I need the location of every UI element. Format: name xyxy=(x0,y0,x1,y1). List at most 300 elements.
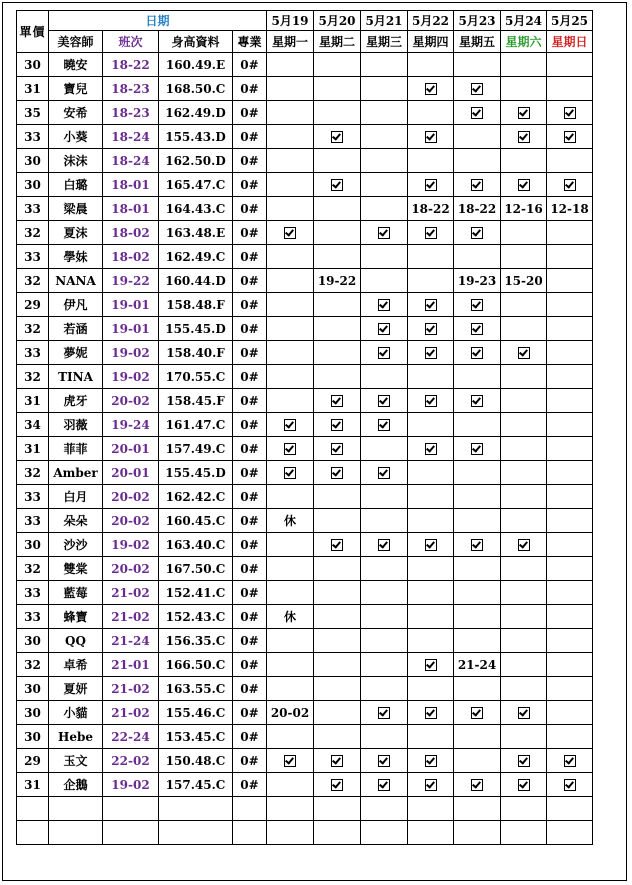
schedule-table xyxy=(16,10,593,845)
checkbox-icon xyxy=(425,323,437,335)
blank-cell xyxy=(233,797,267,821)
schedule-cell xyxy=(501,149,547,173)
weekday-header: 星期日 xyxy=(547,31,593,53)
price-cell: 30 xyxy=(17,533,49,557)
schedule-cell xyxy=(267,101,314,125)
stylist-name: 若涵 xyxy=(49,317,103,341)
price-cell: 33 xyxy=(17,485,49,509)
schedule-cell xyxy=(454,461,501,485)
blank-row xyxy=(17,821,593,845)
schedule-cell xyxy=(501,581,547,605)
table-row xyxy=(17,533,593,557)
schedule-cell xyxy=(361,461,408,485)
checkbox-icon xyxy=(425,227,437,239)
checkbox-icon xyxy=(564,179,576,191)
checkbox-icon xyxy=(378,347,390,359)
price-cell: 33 xyxy=(17,125,49,149)
table-row xyxy=(17,197,593,221)
schedule-cell xyxy=(408,101,454,125)
class-cell: 21-02 xyxy=(103,605,159,629)
price-cell: 29 xyxy=(17,293,49,317)
schedule-cell xyxy=(267,629,314,653)
stylist-name: Amber xyxy=(49,461,103,485)
pro-cell: 0# xyxy=(233,461,267,485)
stylist-name: 玉文 xyxy=(49,749,103,773)
pro-cell: 0# xyxy=(233,221,267,245)
price-cell: 30 xyxy=(17,677,49,701)
pro-cell: 0# xyxy=(233,605,267,629)
class-cell: 21-02 xyxy=(103,701,159,725)
measurements-cell: 158.45.F xyxy=(159,389,233,413)
price-cell: 32 xyxy=(17,461,49,485)
schedule-cell xyxy=(361,101,408,125)
class-cell: 19-22 xyxy=(103,269,159,293)
schedule-cell xyxy=(501,101,547,125)
schedule-cell xyxy=(547,749,593,773)
measurements-cell: 162.50.D xyxy=(159,149,233,173)
schedule-cell xyxy=(314,221,361,245)
stylist-name: 卓希 xyxy=(49,653,103,677)
checkbox-icon xyxy=(471,107,483,119)
schedule-cell xyxy=(501,773,547,797)
pro-cell: 0# xyxy=(233,437,267,461)
measurements-cell: 160.44.D xyxy=(159,269,233,293)
schedule-cell xyxy=(547,389,593,413)
schedule-cell xyxy=(361,773,408,797)
table-row xyxy=(17,149,593,173)
price-cell: 31 xyxy=(17,773,49,797)
schedule-cell xyxy=(361,317,408,341)
checkbox-icon xyxy=(378,323,390,335)
price-cell: 35 xyxy=(17,101,49,125)
table-row xyxy=(17,77,593,101)
price-cell: 32 xyxy=(17,365,49,389)
pro-cell: 0# xyxy=(233,245,267,269)
price-cell: 33 xyxy=(17,509,49,533)
schedule-cell xyxy=(314,605,361,629)
schedule-cell xyxy=(408,269,454,293)
class-cell: 20-02 xyxy=(103,557,159,581)
class-cell: 22-02 xyxy=(103,749,159,773)
schedule-cell: 12-16 xyxy=(501,197,547,221)
table-row xyxy=(17,245,593,269)
class-cell: 19-01 xyxy=(103,293,159,317)
stylist-name: 夏沫 xyxy=(49,221,103,245)
schedule-cell xyxy=(267,725,314,749)
table-row xyxy=(17,341,593,365)
schedule-cell xyxy=(408,557,454,581)
schedule-cell xyxy=(361,581,408,605)
class-cell: 21-24 xyxy=(103,629,159,653)
schedule-cell xyxy=(361,389,408,413)
schedule-cell xyxy=(547,701,593,725)
class-cell: 22-24 xyxy=(103,725,159,749)
blank-cell xyxy=(547,797,593,821)
blank-cell xyxy=(361,821,408,845)
checkbox-icon xyxy=(471,779,483,791)
stylist-name: 安希 xyxy=(49,101,103,125)
blank-cell xyxy=(103,797,159,821)
schedule-cell xyxy=(408,701,454,725)
schedule-cell xyxy=(547,221,593,245)
stylist-name: 小貓 xyxy=(49,701,103,725)
table-row xyxy=(17,581,593,605)
schedule-cell xyxy=(501,341,547,365)
checkbox-icon xyxy=(378,467,390,479)
weekday-header: 星期二 xyxy=(314,31,361,53)
schedule-cell xyxy=(454,749,501,773)
schedule-cell xyxy=(314,773,361,797)
schedule-cell xyxy=(267,749,314,773)
schedule-cell xyxy=(501,77,547,101)
stylist-name: 朵朵 xyxy=(49,509,103,533)
blank-cell xyxy=(408,797,454,821)
table-row xyxy=(17,317,593,341)
schedule-cell: 12-18 xyxy=(547,197,593,221)
schedule-cell xyxy=(267,677,314,701)
schedule-cell xyxy=(454,245,501,269)
class-cell: 19-02 xyxy=(103,341,159,365)
class-cell: 21-02 xyxy=(103,677,159,701)
schedule-cell xyxy=(361,149,408,173)
checkbox-icon xyxy=(518,539,530,551)
schedule-cell xyxy=(314,197,361,221)
schedule-cell xyxy=(454,53,501,77)
blank-cell xyxy=(454,821,501,845)
checkbox-icon xyxy=(425,443,437,455)
pro-header: 專業 xyxy=(233,31,267,53)
schedule-cell xyxy=(547,173,593,197)
checkbox-icon xyxy=(284,467,296,479)
price-cell: 31 xyxy=(17,437,49,461)
schedule-cell xyxy=(361,173,408,197)
table-row xyxy=(17,389,593,413)
schedule-cell: 19-23 xyxy=(454,269,501,293)
pro-cell: 0# xyxy=(233,101,267,125)
class-cell: 21-01 xyxy=(103,653,159,677)
schedule-cell xyxy=(547,317,593,341)
checkbox-icon xyxy=(471,299,483,311)
schedule-cell xyxy=(547,365,593,389)
schedule-cell xyxy=(314,677,361,701)
checkbox-icon xyxy=(518,707,530,719)
table-row xyxy=(17,365,593,389)
price-cell: 30 xyxy=(17,629,49,653)
blank-cell xyxy=(49,797,103,821)
schedule-cell xyxy=(547,413,593,437)
blank-cell xyxy=(49,821,103,845)
measurements-cell: 160.45.C xyxy=(159,509,233,533)
checkbox-icon xyxy=(518,131,530,143)
schedule-cell xyxy=(501,509,547,533)
schedule-cell xyxy=(501,221,547,245)
schedule-cell xyxy=(267,581,314,605)
schedule-cell xyxy=(501,365,547,389)
schedule-cell xyxy=(267,557,314,581)
stylist-name: 虎牙 xyxy=(49,389,103,413)
stylist-name: 企鵝 xyxy=(49,773,103,797)
schedule-cell xyxy=(314,101,361,125)
checkbox-icon xyxy=(425,539,437,551)
measurements-cell: 163.48.E xyxy=(159,221,233,245)
blank-cell xyxy=(103,821,159,845)
stylist-name: 蜂寶 xyxy=(49,605,103,629)
checkbox-icon xyxy=(284,419,296,431)
schedule-cell xyxy=(361,77,408,101)
class-cell: 18-02 xyxy=(103,245,159,269)
blank-cell xyxy=(314,821,361,845)
schedule-cell xyxy=(501,125,547,149)
schedule-cell xyxy=(314,317,361,341)
schedule-cell xyxy=(267,341,314,365)
stylist-name: 夢妮 xyxy=(49,341,103,365)
checkbox-icon xyxy=(518,779,530,791)
schedule-cell xyxy=(547,677,593,701)
schedule-cell xyxy=(267,317,314,341)
schedule-cell xyxy=(314,485,361,509)
schedule-cell xyxy=(408,149,454,173)
schedule-cell xyxy=(408,341,454,365)
schedule-cell xyxy=(547,461,593,485)
table-row xyxy=(17,173,593,197)
schedule-cell xyxy=(361,749,408,773)
class-cell: 19-02 xyxy=(103,533,159,557)
schedule-cell xyxy=(361,293,408,317)
checkbox-icon xyxy=(378,779,390,791)
schedule-cell xyxy=(408,365,454,389)
measurements-cell: 160.49.E xyxy=(159,53,233,77)
pro-cell: 0# xyxy=(233,485,267,509)
checkbox-icon xyxy=(564,779,576,791)
price-cell: 30 xyxy=(17,53,49,77)
price-cell: 32 xyxy=(17,653,49,677)
schedule-cell xyxy=(314,581,361,605)
schedule-cell xyxy=(547,773,593,797)
checkbox-icon xyxy=(471,539,483,551)
stylist-name: QQ xyxy=(49,629,103,653)
schedule-cell xyxy=(314,749,361,773)
schedule-cell xyxy=(361,533,408,557)
schedule-cell xyxy=(547,725,593,749)
weekday-header: 星期五 xyxy=(454,31,501,53)
table-row xyxy=(17,653,593,677)
pro-cell: 0# xyxy=(233,701,267,725)
table-row xyxy=(17,557,593,581)
schedule-cell xyxy=(408,725,454,749)
schedule-cell xyxy=(314,653,361,677)
pro-cell: 0# xyxy=(233,389,267,413)
schedule-cell: 休 xyxy=(267,509,314,533)
stylist-header: 美容師 xyxy=(49,31,103,53)
table-row xyxy=(17,293,593,317)
schedule-cell xyxy=(501,557,547,581)
schedule-cell xyxy=(501,293,547,317)
price-header: 單價 xyxy=(17,11,49,53)
schedule-cell xyxy=(501,53,547,77)
table-row xyxy=(17,605,593,629)
schedule-cell xyxy=(361,365,408,389)
table-row xyxy=(17,509,593,533)
checkbox-icon xyxy=(378,539,390,551)
schedule-cell xyxy=(408,461,454,485)
measurements-cell: 164.43.C xyxy=(159,197,233,221)
schedule-cell xyxy=(454,221,501,245)
table-row xyxy=(17,413,593,437)
day-header: 5月19 xyxy=(267,11,314,31)
checkbox-icon xyxy=(425,707,437,719)
schedule-cell xyxy=(408,245,454,269)
schedule-cell xyxy=(361,557,408,581)
price-cell: 33 xyxy=(17,245,49,269)
schedule-cell xyxy=(454,173,501,197)
price-cell: 31 xyxy=(17,77,49,101)
schedule-cell xyxy=(314,245,361,269)
schedule-cell xyxy=(267,125,314,149)
class-cell: 18-23 xyxy=(103,77,159,101)
pro-cell: 0# xyxy=(233,773,267,797)
schedule-cell xyxy=(454,125,501,149)
schedule-cell xyxy=(361,341,408,365)
pro-cell: 0# xyxy=(233,509,267,533)
checkbox-icon xyxy=(471,443,483,455)
class-cell: 18-24 xyxy=(103,125,159,149)
measurements-cell: 158.40.F xyxy=(159,341,233,365)
checkbox-icon xyxy=(564,131,576,143)
class-cell: 19-24 xyxy=(103,413,159,437)
checkbox-icon xyxy=(564,755,576,767)
schedule-cell xyxy=(547,269,593,293)
schedule-cell xyxy=(547,485,593,509)
schedule-cell xyxy=(454,557,501,581)
schedule-cell xyxy=(408,581,454,605)
pro-cell: 0# xyxy=(233,533,267,557)
checkbox-icon xyxy=(284,755,296,767)
table-row xyxy=(17,629,593,653)
stylist-name: 菲菲 xyxy=(49,437,103,461)
table-row xyxy=(17,437,593,461)
schedule-cell xyxy=(408,53,454,77)
schedule-cell xyxy=(501,437,547,461)
checkbox-icon xyxy=(518,179,530,191)
stylist-name: 沫沫 xyxy=(49,149,103,173)
stylist-name: Hebe xyxy=(49,725,103,749)
schedule-cell xyxy=(547,605,593,629)
class-cell: 18-02 xyxy=(103,221,159,245)
checkbox-icon xyxy=(284,443,296,455)
measurements-cell: 163.40.C xyxy=(159,533,233,557)
schedule-cell xyxy=(454,629,501,653)
stylist-name: 藍莓 xyxy=(49,581,103,605)
schedule-cell xyxy=(314,365,361,389)
blank-cell xyxy=(159,821,233,845)
schedule-cell xyxy=(408,749,454,773)
schedule-cell xyxy=(501,701,547,725)
schedule-cell xyxy=(361,605,408,629)
schedule-cell xyxy=(267,533,314,557)
schedule-cell xyxy=(454,365,501,389)
price-cell: 31 xyxy=(17,389,49,413)
checkbox-icon xyxy=(518,755,530,767)
checkbox-icon xyxy=(518,347,530,359)
checkbox-icon xyxy=(378,707,390,719)
schedule-cell xyxy=(314,77,361,101)
day-header: 5月25 xyxy=(547,11,593,31)
schedule-cell xyxy=(547,125,593,149)
schedule-cell xyxy=(267,149,314,173)
date-header: 日期 xyxy=(49,11,267,31)
checkbox-icon xyxy=(331,443,343,455)
checkbox-icon xyxy=(425,659,437,671)
schedule-cell xyxy=(501,677,547,701)
schedule-cell xyxy=(267,245,314,269)
schedule-cell xyxy=(361,437,408,461)
schedule-cell xyxy=(547,101,593,125)
pro-cell: 0# xyxy=(233,365,267,389)
class-cell: 20-02 xyxy=(103,509,159,533)
price-cell: 32 xyxy=(17,317,49,341)
pro-cell: 0# xyxy=(233,77,267,101)
schedule-cell xyxy=(501,389,547,413)
header-row-columns xyxy=(17,31,593,53)
pro-cell: 0# xyxy=(233,317,267,341)
class-cell: 19-02 xyxy=(103,365,159,389)
blank-cell xyxy=(547,821,593,845)
stylist-name: 梁晨 xyxy=(49,197,103,221)
schedule-cell xyxy=(501,173,547,197)
schedule-cell xyxy=(361,221,408,245)
measurements-cell: 155.46.C xyxy=(159,701,233,725)
measurements-cell: 166.50.C xyxy=(159,653,233,677)
schedule-cell xyxy=(314,341,361,365)
price-cell: 32 xyxy=(17,557,49,581)
checkbox-icon xyxy=(471,347,483,359)
checkbox-icon xyxy=(378,419,390,431)
schedule-cell xyxy=(454,605,501,629)
checkbox-icon xyxy=(331,755,343,767)
blank-cell xyxy=(501,797,547,821)
schedule-cell xyxy=(408,677,454,701)
pro-cell: 0# xyxy=(233,293,267,317)
schedule-cell xyxy=(408,437,454,461)
schedule-cell xyxy=(361,197,408,221)
pro-cell: 0# xyxy=(233,725,267,749)
schedule-cell xyxy=(267,197,314,221)
schedule-cell xyxy=(314,125,361,149)
schedule-cell xyxy=(454,509,501,533)
weekday-header: 星期六 xyxy=(501,31,547,53)
schedule-cell xyxy=(408,77,454,101)
schedule-cell xyxy=(408,773,454,797)
stylist-name: NANA xyxy=(49,269,103,293)
schedule-cell: 15-20 xyxy=(501,269,547,293)
stylist-name: 學妹 xyxy=(49,245,103,269)
schedule-cell xyxy=(547,245,593,269)
pro-cell: 0# xyxy=(233,269,267,293)
checkbox-icon xyxy=(425,755,437,767)
measurements-cell: 158.48.F xyxy=(159,293,233,317)
stylist-name: 雙棠 xyxy=(49,557,103,581)
blank-cell xyxy=(233,821,267,845)
table-row xyxy=(17,677,593,701)
schedule-cell xyxy=(501,317,547,341)
checkbox-icon xyxy=(378,227,390,239)
measurements-cell: 162.49.D xyxy=(159,101,233,125)
blank-cell xyxy=(267,797,314,821)
checkbox-icon xyxy=(284,227,296,239)
checkbox-icon xyxy=(471,179,483,191)
schedule-cell xyxy=(454,773,501,797)
measurements-cell: 155.45.D xyxy=(159,461,233,485)
